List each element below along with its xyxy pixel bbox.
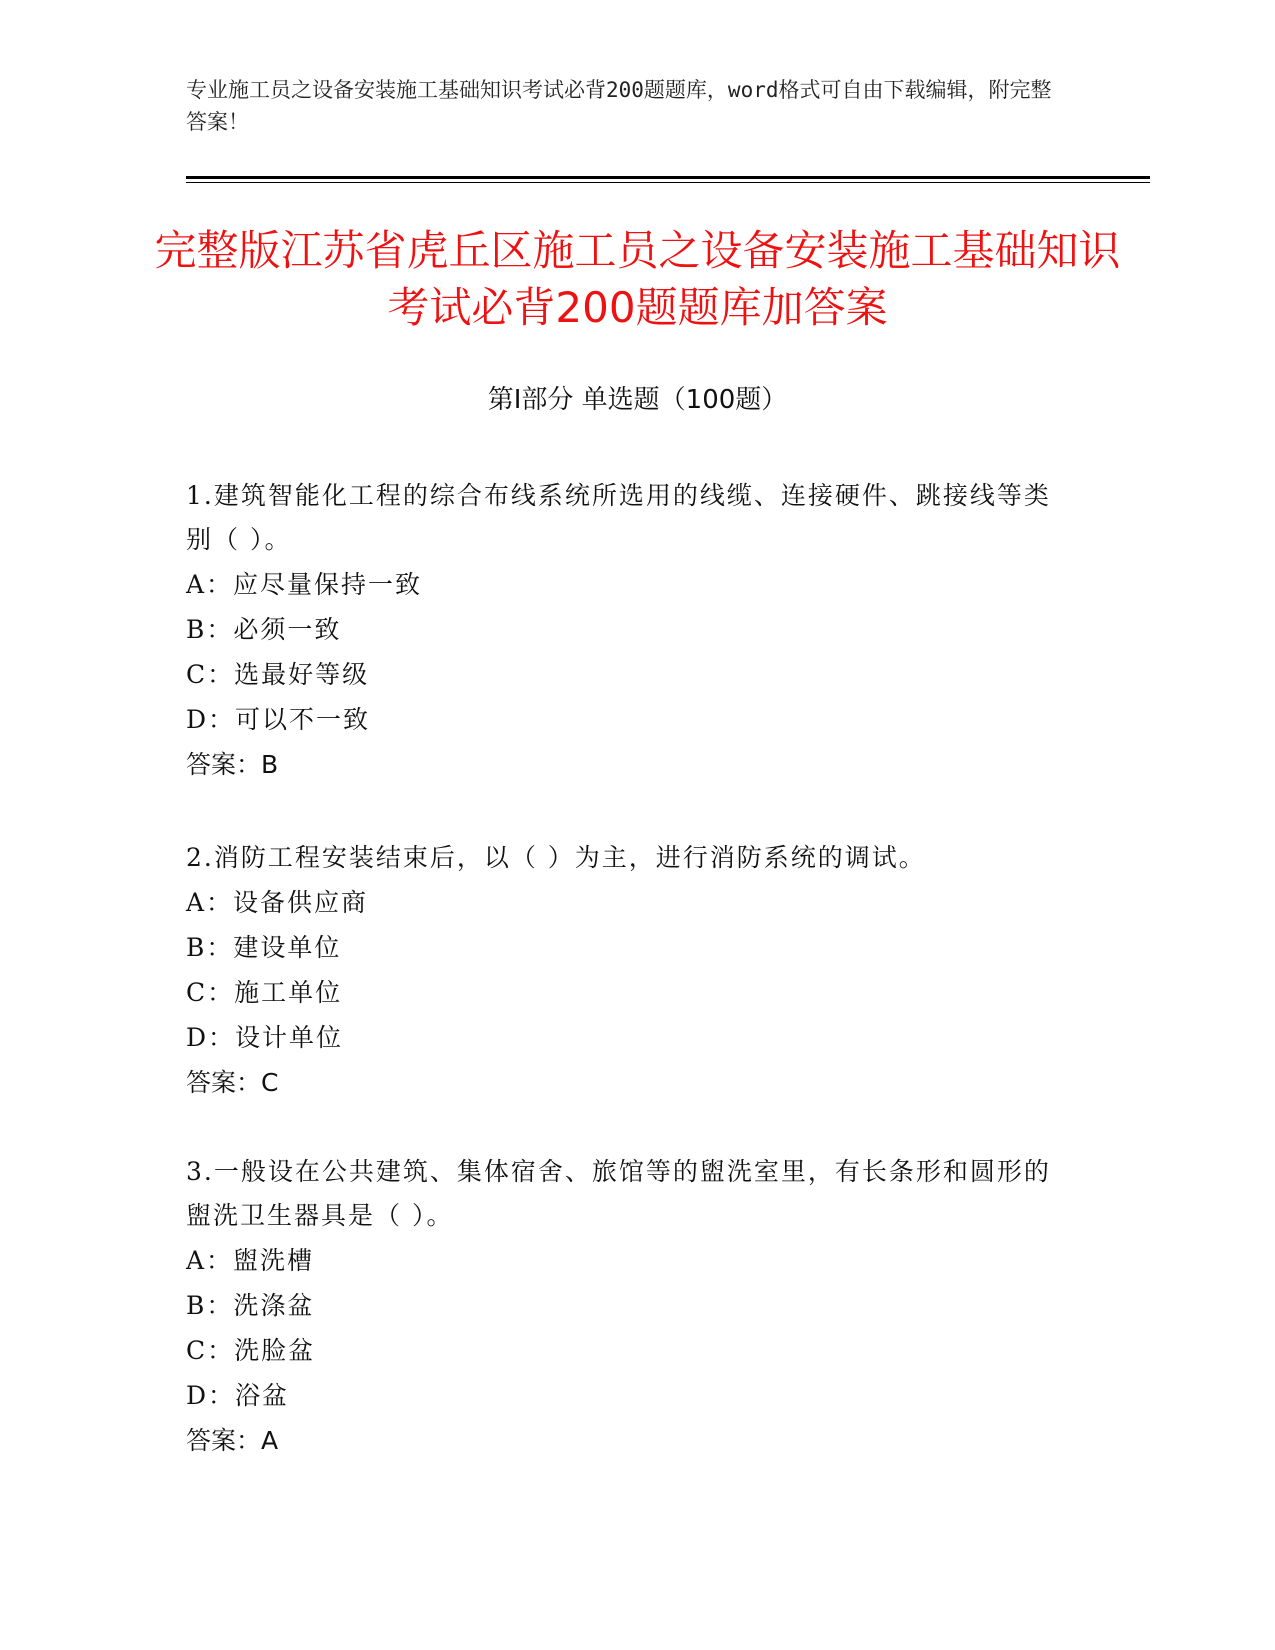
- document-title: 完整版江苏省虎丘区施工员之设备安装施工基础知识考试必背200题题库加答案: [154, 226, 1121, 332]
- option-d: D：可以不一致: [186, 705, 371, 734]
- option-c: C：洗脸盆: [186, 1336, 316, 1365]
- option-a: A：应尽量保持一致: [186, 570, 423, 599]
- header-divider-thin: [186, 182, 1150, 183]
- option-c: C：施工单位: [186, 978, 343, 1007]
- answer: 答案：C: [186, 1068, 279, 1097]
- header-divider-thick: [186, 176, 1150, 179]
- option-d: D：设计单位: [186, 1023, 344, 1052]
- question-3: [186, 1150, 1066, 1463]
- option-d: D：浴盆: [186, 1381, 290, 1410]
- question-stem: 1.建筑智能化工程的综合布线系统所选用的线缆、连接硬件、跳接线等类别（ ）。: [186, 481, 1051, 554]
- option-a: A：盥洗槽: [186, 1246, 315, 1275]
- question-stem: 3.一般设在公共建筑、集体宿舍、旅馆等的盥洗室里，有长条形和圆形的盥洗卫生器具是（ ）。: [186, 1157, 1051, 1230]
- section-heading: 第Ⅰ部分 单选题（100题）: [487, 385, 788, 415]
- option-b: B：建设单位: [186, 933, 342, 962]
- answer: 答案：A: [186, 1426, 279, 1455]
- answer: 答案：B: [186, 750, 279, 779]
- option-b: B：洗涤盆: [186, 1291, 315, 1320]
- option-b: B：必须一致: [186, 615, 342, 644]
- question-stem: 2.消防工程安装结束后，以（ ）为主，进行消防系统的调试。: [186, 843, 926, 872]
- question-1: [186, 474, 1066, 787]
- option-a: A：设备供应商: [186, 888, 369, 917]
- option-c: C：选最好等级: [186, 660, 370, 689]
- header-note: 专业施工员之设备安装施工基础知识考试必背200题题库，word格式可自由下载编辑，附完整答案！: [186, 78, 1052, 134]
- question-2: [186, 836, 1066, 1105]
